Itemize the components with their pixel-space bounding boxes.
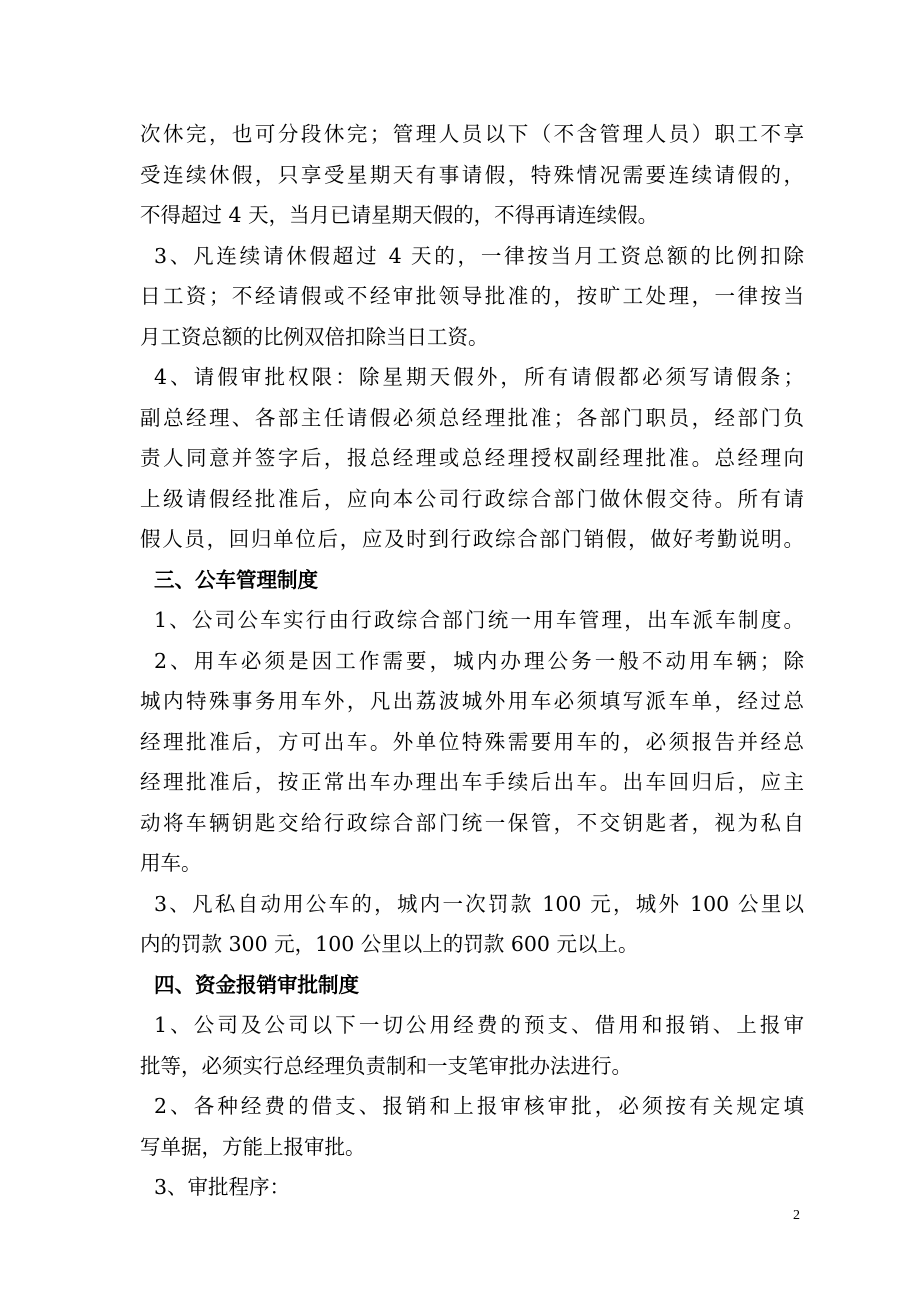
- body-line: 批等，必须实行总经理负责制和一支笔审批办法进行。: [140, 1053, 632, 1078]
- page-number: 2: [793, 1208, 800, 1223]
- body-line: 不得超过 4 天，当月已请星期天假的，不得再请连续假。: [140, 203, 659, 227]
- body-line: 经理批准后，方可出车。外单位特殊需要用车的，必须报告并经总: [140, 729, 804, 754]
- section-heading: 三、公车管理制度: [154, 567, 318, 592]
- body-line: 责人同意并签字后，报总经理或总经理授权副经理批准。总经理向: [140, 446, 804, 470]
- document-body: [140, 114, 804, 1208]
- body-line: 假人员，回归单位后，应及时到行政综合部门销假，做好考勤说明。: [140, 527, 804, 551]
- body-line: 城内特殊事务用车外，凡出荔波城外用车必须填写派车单，经过总: [140, 689, 804, 713]
- body-line: 用车。: [140, 851, 202, 875]
- body-line: 上级请假经批准后，应向本公司行政综合部门做休假交待。所有请: [140, 486, 804, 511]
- body-line: 2、各种经费的借支、报销和上报审核审批，必须按有关规定填: [154, 1094, 804, 1118]
- body-line: 3、审批程序：: [154, 1175, 291, 1199]
- body-line: 动将车辆钥匙交给行政综合部门统一保管，不交钥匙者，视为私自: [140, 810, 804, 835]
- body-line: 写单据，方能上报审批。: [140, 1134, 366, 1159]
- body-line: 副总经理、各部主任请假必须总经理批准；各部门职员，经部门负: [140, 405, 804, 430]
- body-line: 次休完，也可分段休完；管理人员以下（不含管理人员）职工不享: [140, 122, 804, 146]
- body-line: 月工资总额的比例双倍扣除当日工资。: [140, 324, 489, 349]
- body-line: 受连续休假，只享受星期天有事请假，特殊情况需要连续请假的，: [140, 162, 804, 187]
- body-line: 1、公司公车实行由行政综合部门统一用车管理，出车派车制度。: [154, 608, 804, 632]
- body-line: 内的罚款 300 元，100 公里以上的罚款 600 元以上。: [140, 932, 639, 956]
- body-line: 经理批准后，按正常出车办理出车手续后出车。出车回归后，应主: [140, 770, 804, 794]
- body-line: 2、用车必须是因工作需要，城内办理公务一般不动用车辆；除: [154, 648, 804, 673]
- body-line: 1、公司及公司以下一切公用经费的预支、借用和报销、上报审: [154, 1013, 804, 1037]
- body-line: 4、请假审批权限：除星期天假外，所有请假都必须写请假条；: [154, 365, 804, 389]
- body-line: 3、凡私自动用公车的，城内一次罚款 100 元，城外 100 公里以: [154, 891, 804, 916]
- section-heading: 四、资金报销审批制度: [154, 972, 359, 997]
- body-line: 日工资；不经请假或不经审批领导批准的，按旷工处理，一律按当: [140, 284, 804, 308]
- body-line: 3、凡连续请休假超过 4 天的，一律按当月工资总额的比例扣除: [154, 243, 804, 268]
